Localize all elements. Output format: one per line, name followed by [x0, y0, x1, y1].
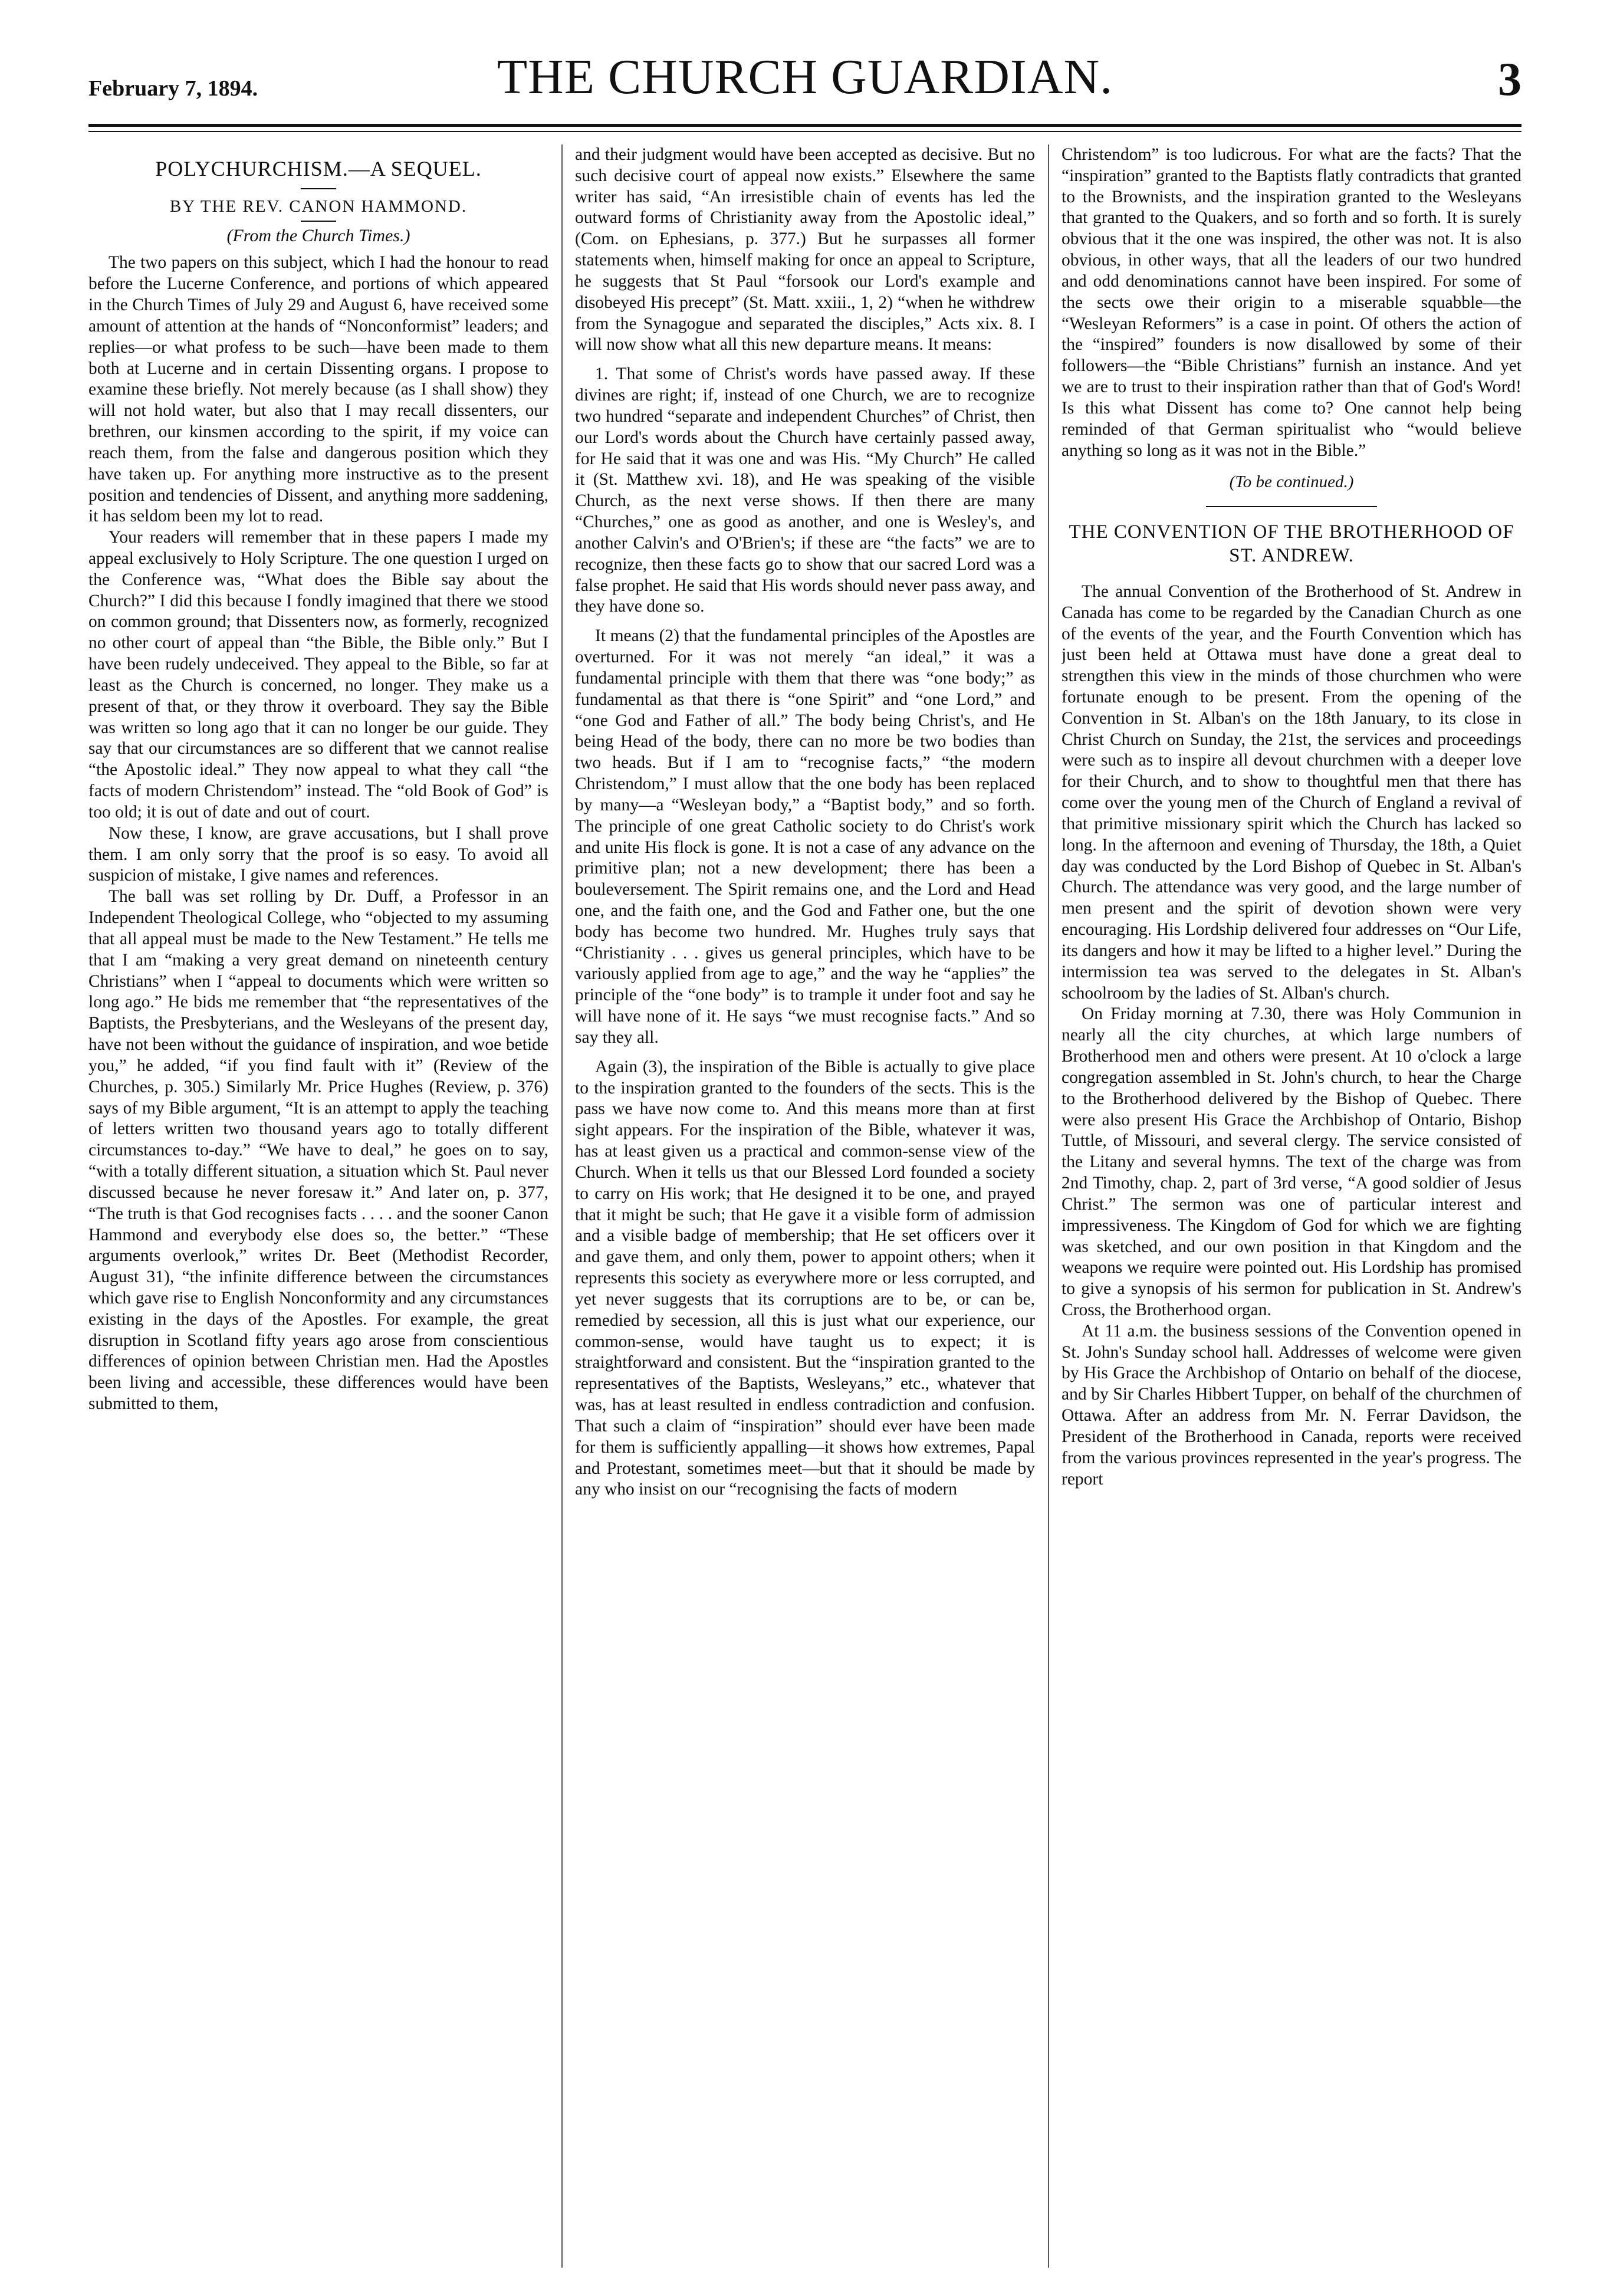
paragraph: The annual Convention of the Brotherhood of St. Andrew in Canada has come to be regarded by the Canadian Church as one of the events of the year, and the Fourth Convention which has just been held at Ottawa must have done a great deal to strengthen this view in the minds of those churchmen who were fortunate enough to be present. From the opening of the Convention in St. Alban's on the 18th January, to its close in Christ Church on Sunday, the 21st, the services and proceedings were such as to inspire all devout churchmen with a deeper love for their Church, and to show to thoughtful men that there has come over the young men of the Church of England a revival of that primitive missionary spirit which the Church has lacked so long. In the afternoon and evening of Thursday, the 18th, a Quiet day was conducted by the Lord Bishop of Quebec in St. Alban's Church. The attendance was very good, and the large number of men present and the spirit of devotion shown were very encouraging. His Lordship delivered four addresses on “Our Life, its dangers and how it may be lifted to a higher level.” During the intermission tea was served to the delegates in St. Alban's schoolroom by the ladies of St. Alban's church. — [1062, 582, 1521, 1003]
newspaper-page — [88, 35, 1521, 2277]
paragraph: Your readers will remember that in these papers I made my appeal exclusively to Holy Scripture. The one question I urged on the Conference was, “What does the Bible say about the Church?” I did this because I fondly imagined that there we stood on common ground; that Dissenters now, as formerly, recognized no other court of appeal than “the Bible, the Bible only.” But I have been rudely undeceived. They appeal to the Bible, so far at least as the Church is concerned, no longer. They make us a present of that, or they throw it overboard. They say the Bible was written so long ago that it can no longer be our guide. They say that our circumstances are so different that we cannot realise “the Apostolic ideal.” They now appeal to what they call “the facts of modern Christendom” instead. The “old Book of God” is too old; it is out of date and out of court. — [88, 528, 548, 822]
column-divider — [1048, 144, 1049, 2268]
newspaper-title: THE CHURCH GUARDIAN. — [497, 50, 1113, 104]
paragraph: It means (2) that the fundamental principles of the Apostles are overturned. For it was not merely “an ideal,” it was a fundamental principle with them that there was “one body;” as fundamental as that there is “one Spirit” and “one Lord,” and “one God and Father of all.” The body being Christ's, and He being Head of the body, there can no more be two bodies than two heads. But if I am to “recognise facts,” “the modern Christendom,” I must allow that the one body has been replaced by many—a “Wesleyan body,” a “Baptist body,” and so forth. The principle of one great Catholic society to do Christ's work and unite His flock is gone. It is not a case of any advance on the primitive plan; not a new development; there has been a bouleversement. The Spirit remains one, and the Lord and Head one, and the faith one, and the God and Father one, but the one body has become two hundred. Mr. Hughes truly says that “Christianity . . . gives us general principles, which have to be variously applied from age to age,” and the way he “applies” the principle of the “one body” is to trample it under foot and say he will have none of it. He says “we must recognise facts.” And so say they all. — [575, 626, 1035, 1047]
paragraph: At 11 a.m. the business sessions of the Convention opened in St. John's Sunday school hall. Addresses of welcome were given by His Grace the Archbishop of Ontario on behalf of the diocese, and by Sir Charles Hibbert Tupper, on behalf of the churchmen of Ottawa. After an address from Mr. N. Ferrar Davidson, the President of the Brotherhood in Canada, reports were received from the various provinces represented in the year's progress. The report — [1062, 1321, 1521, 1489]
column-2 — [575, 144, 1035, 2268]
text-columns — [88, 144, 1521, 2268]
paragraph: Now these, I know, are grave accusations, but I shall prove them. I am only sorry that the proof is so easy. To avoid all suspicion of mistake, I give names and references. — [88, 823, 548, 885]
masthead-rule — [88, 124, 1521, 127]
article-title: THE CONVENTION OF THE BROTHERHOOD OF ST. ANDREW. — [1069, 521, 1514, 566]
page-number: 3 — [1498, 54, 1521, 106]
column-3 — [1062, 144, 1521, 2268]
paragraph: Again (3), the inspiration of the Bible is actually to give place to the inspiration granted to the founders of the sects. This is the pass we have now come to. And this means more than at first sight appears. For the inspiration of the Bible, whatever it was, has at least given us a practical and common-sense view of the Church. When it tells us that our Blessed Lord founded a society to carry on His work; that He designed it to be one, and prayed that it might be such; that He gave it a visible form of admission and a visible badge of membership; that He set officers over it and gave them, and only them, power to appoint others; when it represents this society as everywhere more or less corrupted, and yet never suggests that its corruptions are to be, or can be, remedied by secession, all this is just what our experience, our common-sense, would have taught us to expect; it is straightforward and consistent. But the “inspiration granted to the representatives of the Baptists, Wesleyans,” etc., whatever that was, has at least resulted in endless contradiction and confusion. That such a claim of “inspiration” should ever have been made for them is sufficiently appalling—it shows how extremes, Papal and Protestant, sometimes meet—but that it should be made by any who insist on our “recognising the facts of modern — [575, 1057, 1035, 1499]
article-title: POLYCHURCHISM.—A SEQUEL. — [155, 157, 482, 180]
continued-note: (To be continued.) — [1229, 472, 1354, 492]
title-divider — [301, 188, 336, 189]
column-divider — [561, 144, 563, 2268]
article-source: (From the Church Times.) — [226, 225, 410, 245]
paragraph: The ball was set rolling by Dr. Duff, a Professor in an Independent Theological College, who “objected to my assuming that all appeal must be made to the New Testament.” He tells me that I am “making a very great demand on nineteenth century Christians” when I “appeal to documents which were written so long ago.” He bids me remember that “the representatives of the Baptists, the Presbyterians, and the Wesleyans of the present day, have not been without the guidance of inspiration, and woe betide you,” he added, “if you find fault with it” (Review of the Churches, p. 305.) Similarly Mr. Price Hughes (Review, p. 376) says of my Bible argument, “It is an attempt to apply the teaching of letters written two thousand years ago to totally different circumstances to-day.” “We have to deal,” he goes on to say, “with a totally different situation, a situation which St. Paul never discussed because he never foresaw it.” And later on, p. 377, “The truth is that God recognises facts . . . . and the sooner Canon Hammond and everybody else does so, the better.” “These arguments overlook,” writes Dr. Beet (Methodist Recorder, August 31), “the infinite difference between the circumstances which gave rise to English Nonconformity and any circumstances existing in the days of the Apostles. For example, the great disruption in Scotland fifty years ago arose from conscientious differences of opinion between Christian men. Had the Apostles been living and accessible, these differences would have been submitted to them, — [88, 887, 548, 1414]
column-1 — [88, 144, 548, 2268]
article-divider — [1206, 506, 1377, 507]
masthead — [88, 35, 1521, 118]
issue-date: February 7, 1894. — [88, 76, 258, 101]
paragraph: and their judgment would have been accepted as decisive. But no such decisive court of appeal now exists.” Elsewhere the same writer has said, “An irresistible chain of events has led the outward forms of Christianity away from the Apostolic ideal,” (Com. on Ephesians, p. 377.) But he surpasses all former statements when, himself making for once an appeal to Scripture, he suggests that St Paul “forsook our Lord's example and disobeyed His precept” (St. Matt. xxiii., 1, 2) “when he withdrew from the Synagogue and separated the disciples,” Acts xix. 8. I will now show what all this new departure means. It means: — [575, 145, 1035, 354]
paragraph: On Friday morning at 7.30, there was Holy Communion in nearly all the city churches, at which large numbers of Brotherhood men and others were present. At 10 o'clock a large congregation assembled in St. John's church, to hear the Charge to the Brotherhood delivered by the Bishop of Quebec. There were also present His Grace the Archbishop of Ontario, Bishop Tuttle, of Missouri, and several clergy. The service consisted of the Litany and several hymns. The text of the charge was from 2nd Timothy, chap. 2, part of 3rd verse, “A good soldier of Jesus Christ.” The sermon was one of particular interest and impressiveness. The Kingdom of God for which we are fighting was sketched, and our own position in that Kingdom and the weapons we require were pointed out. His Lordship has promised to give a synopsis of his sermon for publication in St. Andrew's Cross, the Brotherhood organ. — [1062, 1004, 1521, 1319]
paragraph: Christendom” is too ludicrous. For what are the facts? That the “inspiration” granted to the Baptists flatly contradicts that granted to the Brownists, and the inspiration granted to the Wesleyans that granted to the Quakers, and so forth and so forth. It is surely obvious that it the one was inspired, the other was not. It is also obvious, in other ways, that all the leaders of our two hundred and odd denominations cannot have been inspired. For some of the sects owe their origin to a miserable squabble—the “Wesleyan Reformers” is a case in point. Of others the action of the “inspired” founders is now disallowed by some of their followers—the “Bible Christians” furnish an instance. And yet we are to trust to their inspiration rather than that of God's Word! Is this what Dissent has come to? One cannot help being reminded of that German spiritualist who “would believe anything so long as it was not in the Bible.” — [1062, 145, 1521, 460]
paragraph: The two papers on this subject, which I had the honour to read before the Lucerne Conference, and portions of which appeared in the Church Times of July 29 and August 6, have received some amount of attention at the hands of “Nonconformist” leaders; and replies—or what profess to be such—have been made to them both at Lucerne and in certain Dissenting organs. I propose to examine these briefly. Not merely because (as I shall show) they will not hold water, but also that I may recall dissenters, our brethren, our kinsmen according to the spirit, if my voice can reach them, from the false and dangerous position which they have taken up. For anything more instructive as to the present position and tendencies of Dissent, and anything more saddening, it has seldom been my lot to read. — [88, 253, 548, 526]
byline-divider — [301, 221, 336, 222]
paragraph: 1. That some of Christ's words have passed away. If these divines are right; if, instead of one Church, we are to recognize two hundred “separate and independent Churches” of Christ, then our Lord's words about the Church have certainly passed away, for He said that it was one and was His. “My Church” He called it (St. Matthew xvi. 18), and He was speaking of the visible Church, as the next verse shows. If then there are many “Churches,” one as good as another, and one is Wesley's, and another Calvin's and O'Brien's; if these are “the facts” we are to recognize, then these facts go to show that our sacred Lord was a false prophet. He said that His words should never pass away, and they have done so. — [575, 364, 1035, 616]
article-byline: BY THE REV. CANON HAMMOND. — [169, 196, 468, 216]
masthead-rule-thin — [88, 131, 1521, 132]
